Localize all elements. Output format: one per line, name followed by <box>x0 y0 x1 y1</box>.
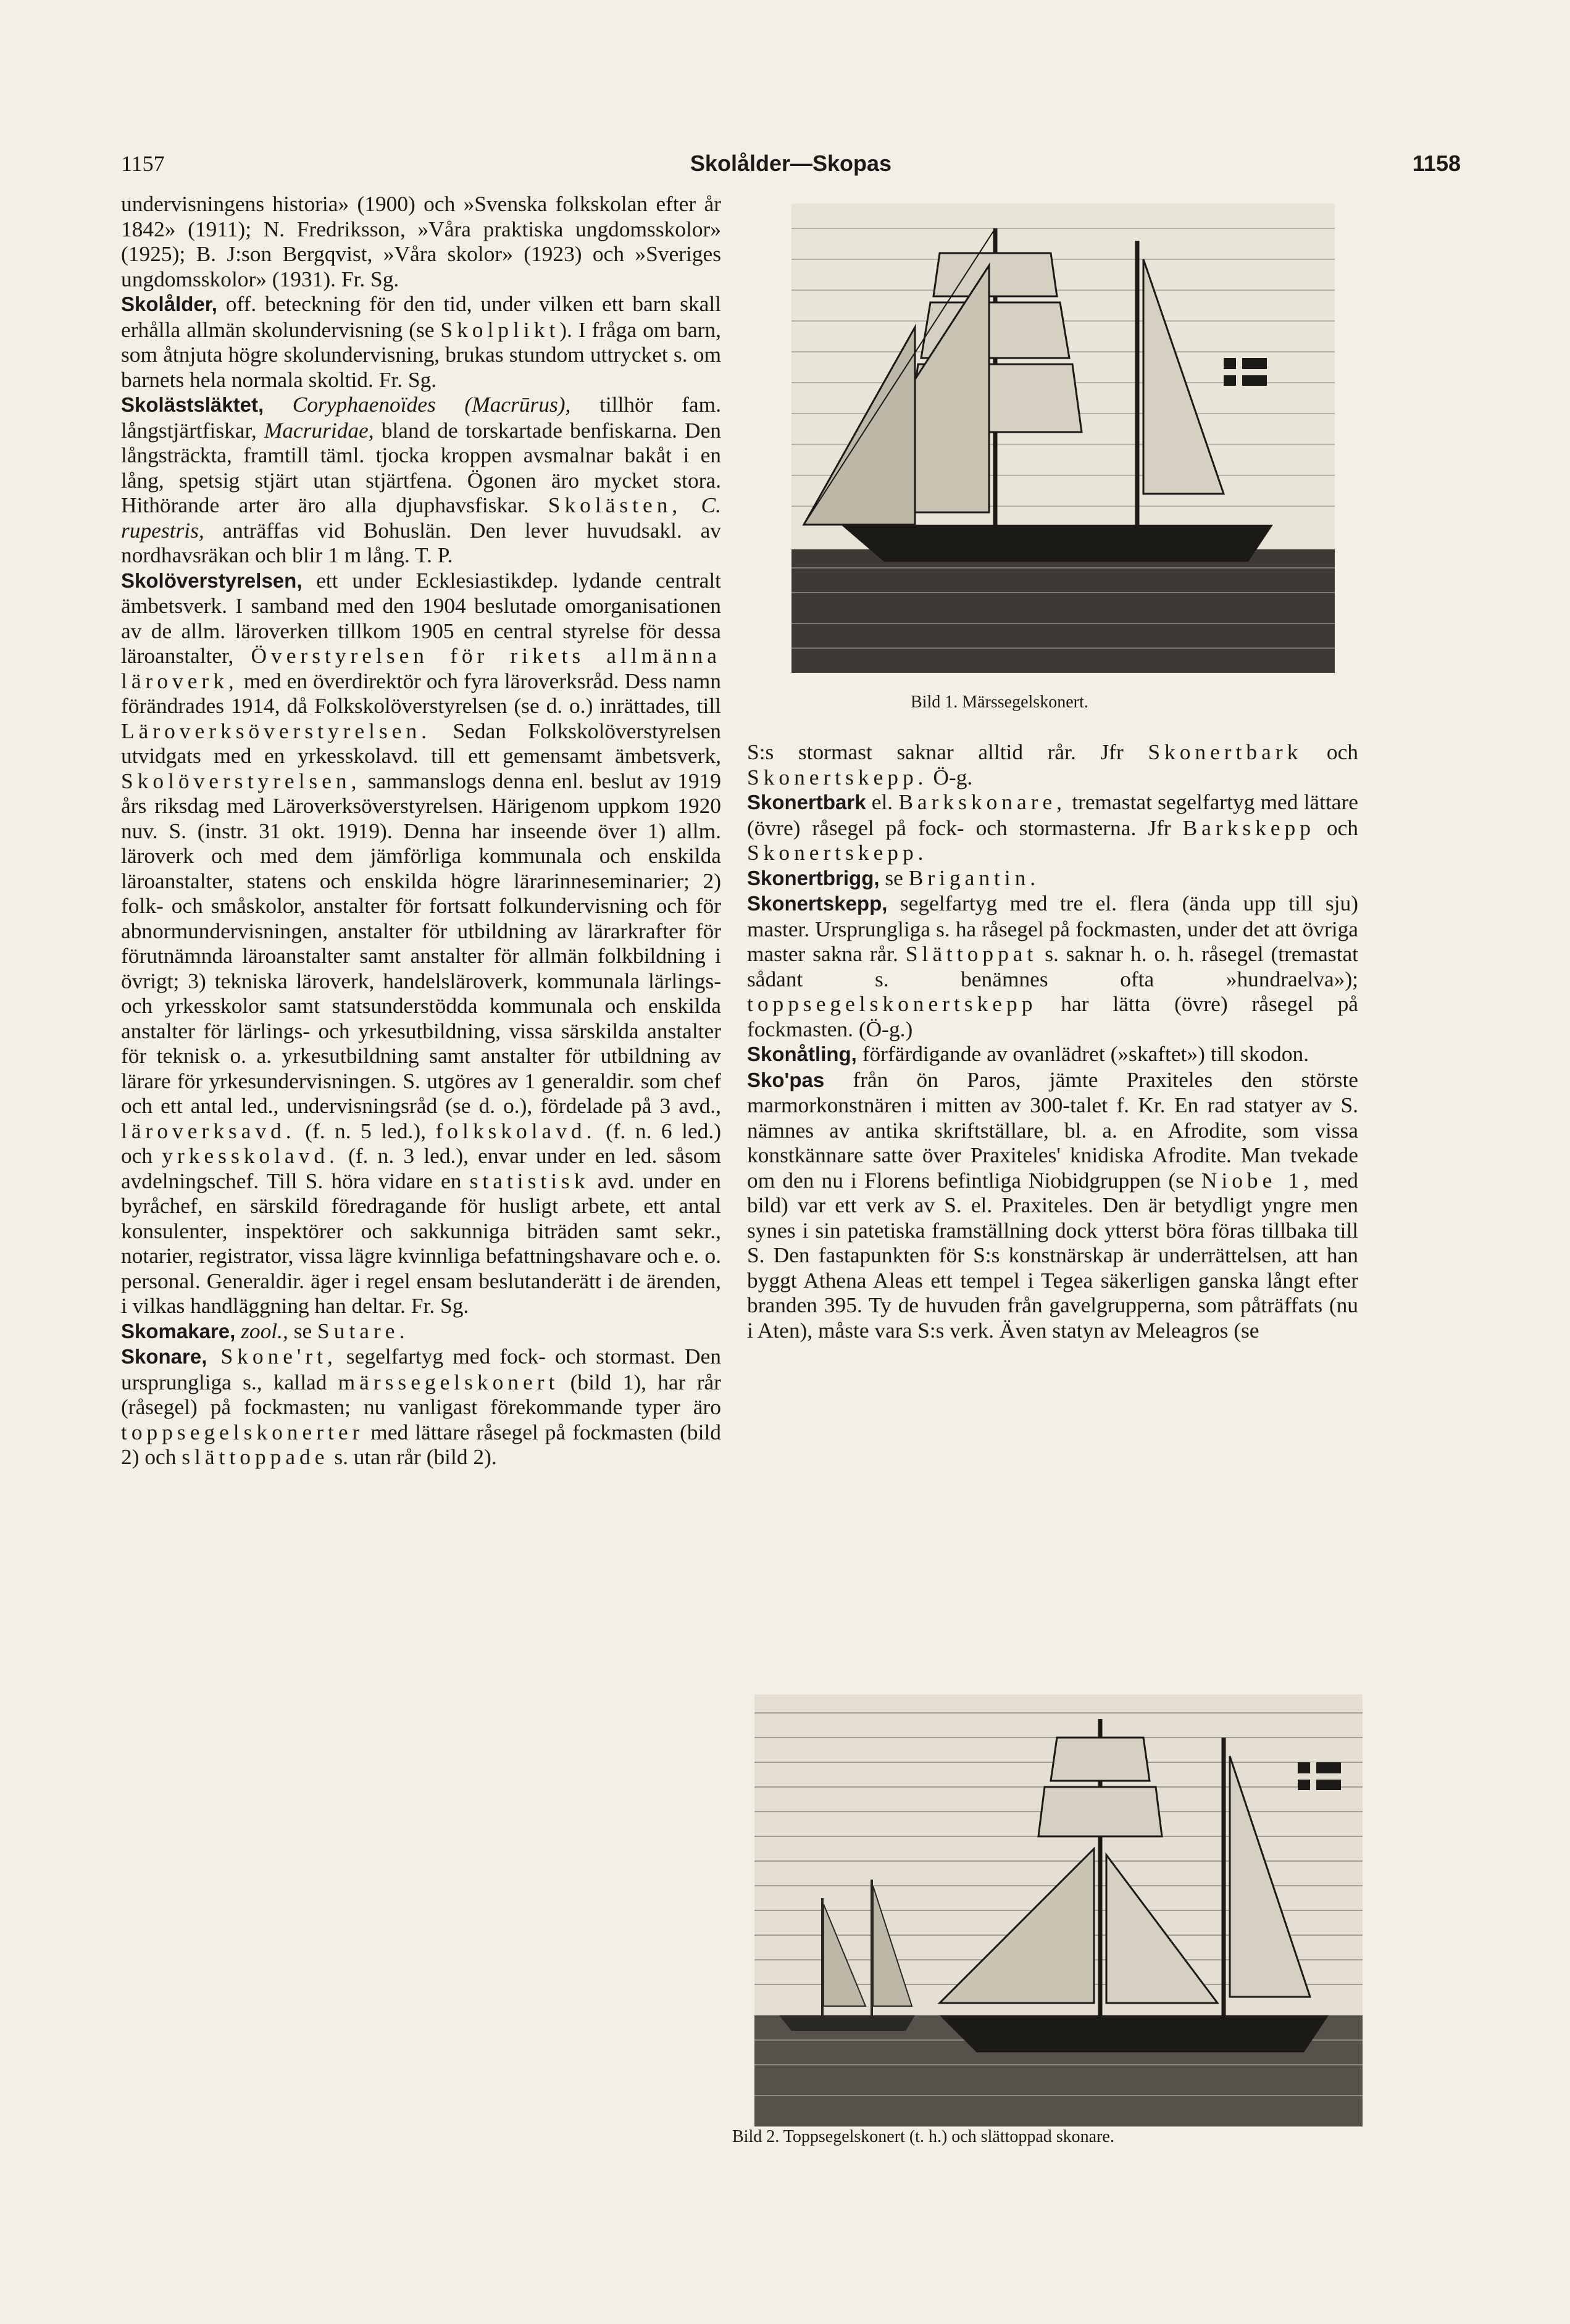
figure-caption-1: Bild 1. Märssegelskonert. <box>911 693 1088 712</box>
figure-marssegelskonert <box>791 204 1335 673</box>
headword: Skolålder, <box>121 293 217 315</box>
headword: Sko'pas <box>747 1068 825 1091</box>
paragraph-continued: undervisningens historia» (1900) och »Svenska folkskolan efter år 1842» (1911); N. Fredriksson, »Våra praktiska ungdomsskolor» (1925); B. J:son Bergqvist, »Våra skolor» (1923) och »Sveriges ungdomsskolor» (1931). Fr. Sg. <box>121 191 721 291</box>
headword: Skonare, <box>121 1345 207 1368</box>
entry-skopas: Sko'pas från ön Paros, jämte Praxiteles den störste marmorkonstnären i mitten av 300-talet f. Kr. En rad statyer av S. nämnes av antika skriftställare, bl. a. en Afrodite, som vissa konstkännare satte över Praxiteles' knidiska Afrodite. Man tvekade om den nu i Florens befintliga Niobidgruppen (se Niobe 1, med bild) var ett verk av S. el. Praxiteles. Den är betydligt yngre men synes i sin patetiska framställning dock ytterst böra föras tillbaka till S. Den fastapunkten för S:s konstnärskap är underrättelsen, att han byggt Athena Aleas ett tempel i Tegea säkerligen ganska långt efter branden 395. Ty de huvuden från gavelgrupperna, som påträffats (nu i Aten), måste vara S:s verk. Även statyn av Meleagros (se <box>747 1067 1358 1343</box>
page-number-left: 1157 <box>121 151 165 176</box>
entry-skoloverstyrelsen: Skolöverstyrelsen, ett under Ecklesiastikdep. lydande centralt ämbetsverk. I samband med den 1904 beslutade omorganisationen av de allm. läroverken tillkom 1905 en central styrelse för dessa läroanstalter, Överstyrelsen för rikets allmänna läroverk, med en överdirektör och fyra läroverksråd. Dess namn förändrades 1914, då Folkskolöverstyrelsen (se d. o.) inrättades, till Läroverksöverstyrelsen. Sedan Folkskolöverstyrelsen utvidgats med en yrkesskolavd. till ett gemensamt ämbetsverk, Skolöverstyrelsen, sammanslogs denna enl. beslut av 1919 års riksdag med Läroverksöverstyrelsen. Härigenom uppkom 1920 nuv. S. (instr. 31 okt. 1919). Denna har inseende över 1) allm. läroverk och med dem jämförliga kommunala och enskilda läroanstalter, statens och enskilda högre lärarinneseminarier; 2) folk- och småskolor, anstalter för fortsatt folkundervisning och för abnormundervisningen, anstalter för utbildning av lärarkrafter för förutnämnda läroanstalter samt anstalter för allmän folkbildning i övrigt; 3) tekniska läroverk, handelsläroverk, kommunala lärlings- och yrkesskolor samt statsunderstödda kommunala och enskilda anstalter för lärlings- och yrkesutbildning, vissa särskilda anstalter för teknisk o. a. yrkesutbildning samt anstalter för utbildning av lärare för yrkesundervisningen. S. utgöres av 1 generaldir. som chef och ett antal led., undervisningsråd (se d. o.), fördelade på 3 avd., läroverksavd. (f. n. 5 led.), folkskolavd. (f. n. 6 led.) och yrkesskolavd. (f. n. 3 led.), envar under en led. såsom avdelningschef. Till S. höra vidare en statistisk avd. under en byråchef, en särskild föredragande för husligt arbete, ett antal konsulenter, inspektörer och sakkunniga biträden samt sekr., notarier, registrator, vissa lägre kvinnliga befattningshavare och e. o. personal. Generaldir. äger i regel ensam beslutanderätt i de ärenden, i vilkas handläggning han deltar. Fr. Sg. <box>121 567 721 1318</box>
ship-illustration-2 <box>754 1694 1363 2126</box>
entry-skomakare: Skomakare, zool., se Sutare. <box>121 1318 409 1343</box>
running-title: Skolålder—Skopas <box>690 151 892 176</box>
left-column <box>121 191 721 1470</box>
entry-skonertskepp: Skonertskepp, segelfartyg med tre el. flera (ända upp till sju) master. Ursprungliga s. ha råsegel på fockmasten, under det att övriga master sakna rår. Slättoppat s. saknar h. o. h. råsegel (tremastat sådant s. benämnes ofta »hundraelva»); toppsegelskonertskepp har lätta (övre) råsegel på fockmasten. (Ö-g.) <box>747 891 1358 1041</box>
paragraph-continued: S:s stormast saknar alltid rår. Jfr Skonertbark och Skonertskepp. Ö-g. <box>747 739 1358 789</box>
headword: Skolästsläktet, <box>121 393 264 416</box>
page-number-right: 1158 <box>1412 151 1461 176</box>
entry-skonatling: Skonåtling, förfärdigande av ovanlädret (»skaftet») till skodon. <box>747 1041 1309 1066</box>
headword: Skonåtling, <box>747 1043 857 1065</box>
entry-skonertbark: Skonertbark el. Barkskonare, tremastat segelfartyg med lättare (övre) råsegel på fock- och stormasterna. Jfr Barkskepp och Skonertskepp. <box>747 789 1358 865</box>
entry-skolalder: Skolålder, off. beteckning för den tid, under vilken ett barn skall erhålla allmän skolundervisning (se Skolplikt). I fråga om barn, som åtnjuta högre skolundervisning, brukas stundom uttrycket s. om barnets hela normala skoltid. Fr. Sg. <box>121 291 721 392</box>
headword: Skonertskepp, <box>747 892 888 915</box>
headword: Skomakare, <box>121 1319 236 1343</box>
headword: Skonertbrigg, <box>747 866 880 889</box>
right-column <box>747 739 1358 1343</box>
entry-skonare: Skonare, Skone'rt, segelfartyg med fock- och stormast. Den ursprungliga s., kallad märssegelskonert (bild 1), har rår (råsegel) på fockmasten; nu vanligast förekommande typer äro toppsegelskonerter med lättare råsegel på fockmasten (bild 2) och slättoppade s. utan rår (bild 2). <box>121 1344 722 1469</box>
entry-skonertbrigg: Skonertbrigg, se Brigantin. <box>747 865 1040 890</box>
page-header <box>121 151 1461 188</box>
headword: Skolöverstyrelsen, <box>121 569 303 592</box>
ship-illustration-1 <box>791 204 1335 673</box>
headword: Skonertbark <box>747 791 866 814</box>
figure-caption-2: Bild 2. Toppsegelskonert (t. h.) och slättoppad skonare. <box>732 2127 1114 2146</box>
figure-toppsegelskonert <box>754 1694 1363 2126</box>
entry-skolastslaktet: Skolästsläktet, Coryphaenoïdes (Macrūrus), tillhör fam. långstjärtfiskar, Macruridae, bland de torskartade benfiskarna. Den långsträckta, framtill täml. tjocka kroppen avsmalnar bakåt i en lång, spetsig stjärt utan stjärtfena. Ögonen äro mycket stora. Hithörande arter äro alla djuphavsfiskar. Skolästen, C. rupestris, anträffas vid Bohuslän. Den lever huvudsakl. av nordhavsräkan och blir 1 m lång. T. P. <box>121 392 722 567</box>
